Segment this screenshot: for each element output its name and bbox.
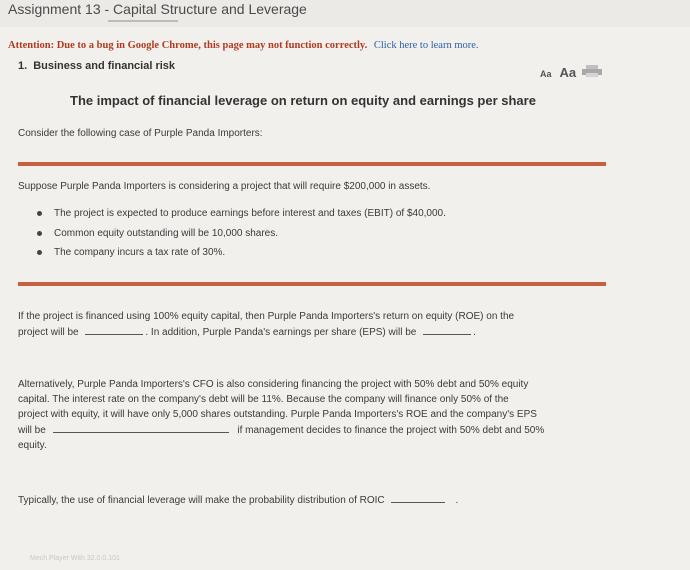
question-page <box>0 27 690 570</box>
player-version: Mech Player With 32.0.0.101 <box>30 555 120 562</box>
list-item: The company incurs a tax rate of 30%. <box>36 243 446 263</box>
paragraph-line <box>18 422 544 438</box>
section-divider-1 <box>18 162 606 166</box>
paragraph-line: equity. <box>18 440 47 451</box>
paragraph-line: capital. The interest rate on the company's debt will be 11%. Because the company will finance only 50% of the <box>18 394 509 405</box>
list-item: The project is expected to produce earnings before interest and taxes (EBIT) of $40,000. <box>36 204 446 224</box>
question-title <box>18 60 175 72</box>
eps-equity-dropdown[interactable] <box>423 324 471 335</box>
attention-label: Attention: <box>8 40 55 51</box>
font-smaller-button[interactable]: Aa <box>540 69 552 79</box>
attention-message: Due to a bug in Google Chrome, this page may not function correctly. <box>56 40 368 51</box>
list-item: Common equity outstanding will be 10,000 shares. <box>36 224 446 244</box>
font-larger-button[interactable]: Aa <box>559 65 577 80</box>
paragraph-line: Alternatively, Purple Panda Importers's CFO is also considering financing the project with 50% debt and 50% equity <box>18 379 529 390</box>
section-heading: The impact of financial leverage on return on equity and earnings per share <box>70 93 536 108</box>
font-size-controls <box>540 65 602 80</box>
paragraph-line: If the project is financed using 100% equity capital, then Purple Panda Importers's return on equity (ROE) on the <box>18 311 515 322</box>
scenario-text: Suppose Purple Panda Importers is considering a project that will require $200,000 in assets. <box>18 181 431 192</box>
roic-distribution-dropdown[interactable] <box>391 492 445 503</box>
paragraph-text: project will be <box>18 327 79 338</box>
case-intro: Consider the following case of Purple Panda Importers: <box>18 128 263 139</box>
paragraph-debt-financing <box>18 377 544 453</box>
print-icon[interactable] <box>582 65 602 77</box>
paragraph-text: if management decides to finance the project with 50% debt and 50% <box>237 425 545 436</box>
question-number: 1. <box>18 60 28 72</box>
paragraph-text: Typically, the use of financial leverage will make the probability distribution of ROIC <box>18 495 385 506</box>
learn-more-link[interactable]: Click here to learn more. <box>373 40 479 51</box>
roe-eps-debt-dropdown[interactable] <box>53 422 229 433</box>
paragraph-equity-financing <box>18 309 514 340</box>
question-title-text: Business and financial risk <box>33 60 176 72</box>
roe-equity-dropdown[interactable] <box>85 324 143 335</box>
project-facts-list <box>36 204 446 263</box>
paragraph-text: will be <box>18 425 46 436</box>
title-bar <box>0 0 690 26</box>
assignment-title: Assignment 13 - Capital Structure and Leverage <box>8 1 307 17</box>
paragraph-line: project with equity, it will have only 5,000 shares outstanding. Purple Panda Importers's ROE and the company's EPS <box>18 409 537 420</box>
paragraph-text: . <box>455 495 459 506</box>
paragraph-text: . In addition, Purple Panda's earnings per share (EPS) will be <box>145 327 417 338</box>
paragraph-text: . <box>473 327 476 338</box>
title-divider <box>108 20 178 22</box>
paragraph-leverage-roic <box>18 492 458 508</box>
section-divider-2 <box>18 282 606 286</box>
attention-banner <box>8 40 479 51</box>
paragraph-line <box>18 324 514 340</box>
